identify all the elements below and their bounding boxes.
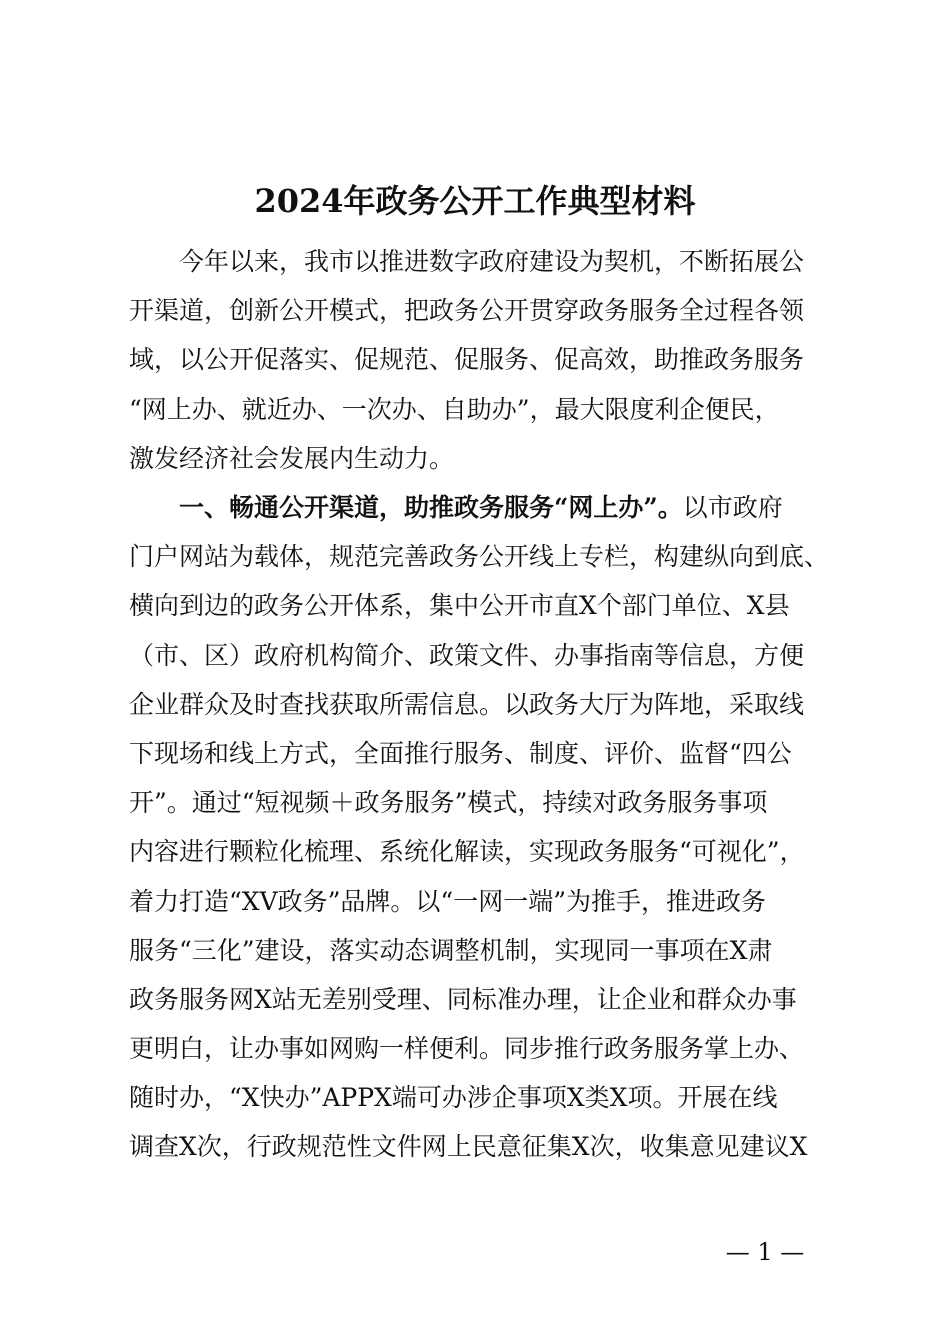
paragraph-line: 门户网站为载体，规范完善政务公开线上专栏，构建纵向到底、 [129, 542, 830, 572]
paragraph-line: 调查X次，行政规范性文件网上民意征集X次，收集意见建议X [129, 1132, 808, 1162]
section-heading-continuation: 以市政府 [682, 493, 783, 522]
paragraph-line: 政务服务网X站无差别受理、同标准办理，让企业和群众办事 [129, 984, 797, 1014]
paragraph-line: 内容进行颗粒化梳理、系统化解读，实现政务服务“可视化”， [129, 837, 805, 867]
paragraph-line: 随时办，“X快办”APPX端可办涉企事项X类X项。开展在线 [129, 1083, 778, 1113]
paragraph-line: 横向到边的政务公开体系，集中公开市直X个部门单位、X县 [129, 591, 790, 621]
paragraph-line [129, 483, 859, 532]
section-heading: 一、畅通公开渠道，助推政务服务“网上办”。 [129, 493, 683, 522]
paragraph-line: 企业群众及时查找获取所需信息。以政务大厅为阵地，采取线 [129, 689, 805, 719]
paragraph-line: 着力打造“XV政务”品牌。以“一网一端”为推手，推进政务 [129, 886, 766, 916]
paragraph-line: 激发经济社会发展内生动力。 [129, 443, 455, 473]
paragraph-line: “网上办、就近办、一次办、自助办”，最大限度利企便民， [129, 394, 780, 424]
paragraph-section-one [129, 483, 859, 1172]
paragraph-line: 开渠道，创新公开模式，把政务公开贯穿政务服务全过程各领 [129, 296, 805, 326]
paragraph-line: 今年以来，我市以推进数字政府建设为契机，不断拓展公 [129, 247, 805, 276]
paragraph-line: 更明白，让办事如网购一样便利。同步推行政务服务掌上办、 [129, 1034, 805, 1064]
page-number: — 1 — [725, 1238, 805, 1266]
paragraph-line: 下现场和线上方式，全面推行服务、制度、评价、监督“四公 [129, 738, 792, 768]
paragraph-line: 开”。通过“短视频＋政务服务”模式，持续对政务服务事项 [129, 788, 768, 818]
document-title: 2024年政务公开工作典型材料 [254, 182, 696, 220]
paragraph-line: 服务“三化”建设，落实动态调整机制，实现同一事项在X肃 [129, 935, 773, 965]
paragraph-line: （市、区）政府机构简介、政策文件、办事指南等信息，方便 [129, 640, 805, 670]
paragraph-line: 域，以公开促落实、促规范、促服务、促高效，助推政务服务 [129, 345, 805, 375]
paragraph-intro [129, 237, 859, 483]
